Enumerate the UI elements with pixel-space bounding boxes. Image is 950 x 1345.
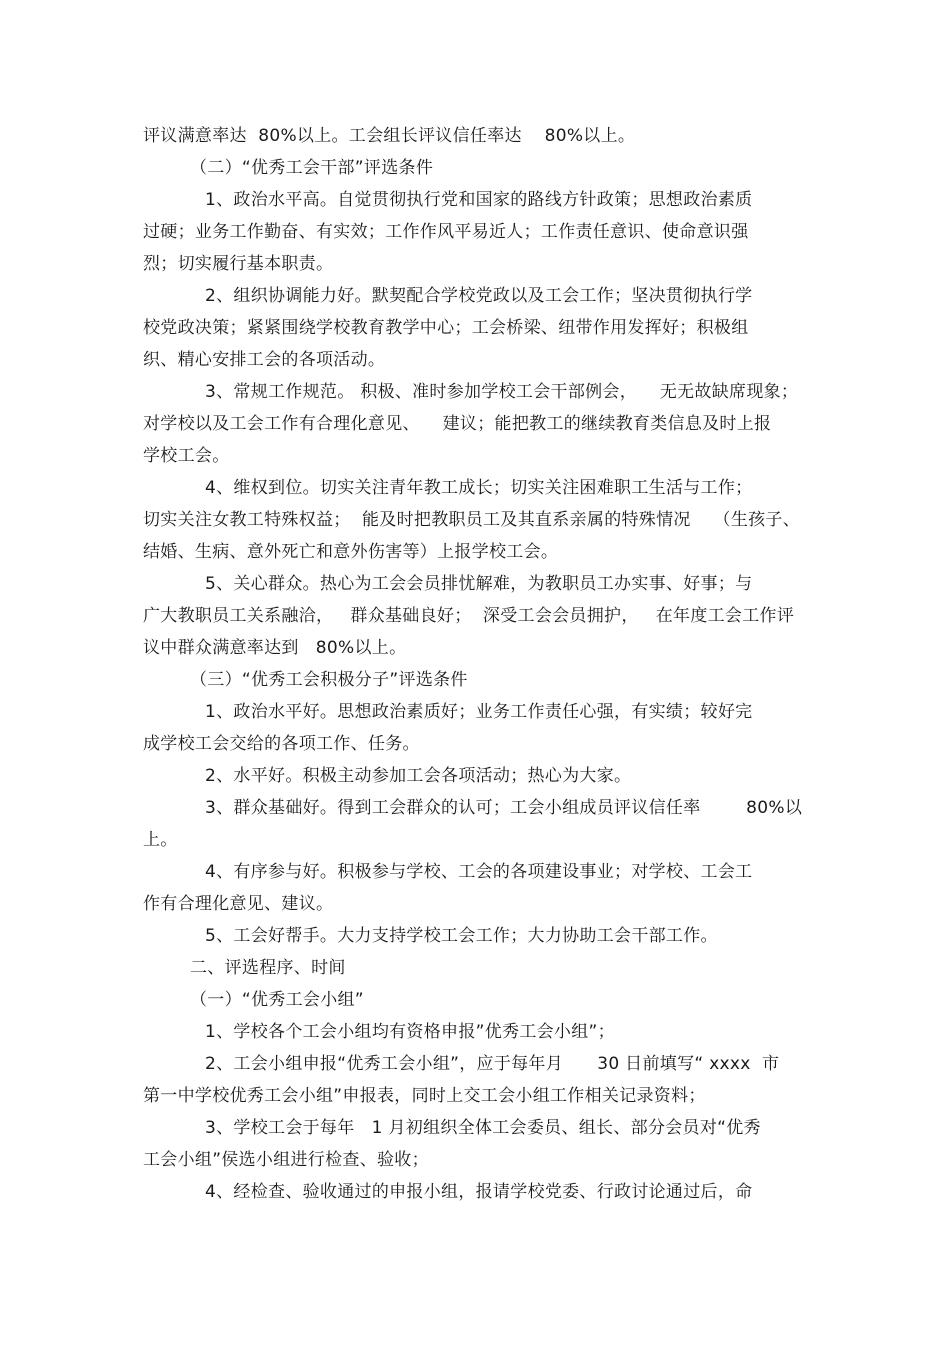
text-line: 1、政治水平高。自觉贯彻执行党和国家的路线方针政策；思想政治素质 [205, 190, 753, 210]
text-line: 2、水平好。积极主动参加工会各项活动；热心为大家。 [205, 766, 632, 786]
text-line: 织、精心安排工会的各项活动。 [143, 350, 386, 370]
text-line: 4、有序参与好。积极参与学校、工会的各项建设事业；对学校、工会工 [205, 862, 753, 882]
section-heading: （一）“优秀工会小组” [190, 990, 364, 1010]
text-line: 对学校以及工会工作有合理化意见、 建议；能把教工的继续教育类信息及时上报 [143, 414, 772, 434]
text-line: 工会小组”侯选小组进行检查、验收； [143, 1150, 429, 1170]
text-line: 过硬；业务工作勤奋、有实效；工作作风平易近人；工作责任意识、使命意识强 [143, 222, 749, 242]
text-line: 烈；切实履行基本职责。 [143, 254, 334, 274]
text-line: 评议满意率达 80%以上。工会组长评议信任率达 80%以上。 [143, 126, 636, 146]
text-line: 上。 [143, 830, 178, 850]
text-line: 作有合理化意见、建议。 [143, 894, 334, 914]
text-line: 4、经检查、验收通过的申报小组，报请学校党委、行政讨论通过后，命 [205, 1182, 753, 1202]
text-line: 结婚、生病、意外死亡和意外伤害等）上报学校工会。 [143, 542, 559, 562]
text-line: 议中群众满意率达到 80%以上。 [143, 638, 407, 658]
text-line: 1、政治水平好。思想政治素质好；业务工作责任心强，有实绩；较好完 [205, 702, 753, 722]
text-line: 2、工会小组申报“优秀工会小组”，应于每年月 30 日前填写“ xxxx 市 [205, 1054, 780, 1074]
text-line: 3、群众基础好。得到工会群众的认可；工会小组成员评议信任率 80%以 [205, 798, 803, 818]
text-line: 1、学校各个工会小组均有资格申报”优秀工会小组”； [205, 1022, 615, 1042]
text-line: 学校工会。 [143, 446, 230, 466]
text-line: 成学校工会交给的各项工作、任务。 [143, 734, 420, 754]
section-heading: （三）“优秀工会积极分子”评选条件 [190, 670, 468, 690]
text-line: 4、维权到位。切实关注青年教工成长；切实关注困难职工生活与工作； [205, 478, 753, 498]
text-line: 切实关注女教工特殊权益； 能及时把教职员工及其直系亲属的特殊情况 （生孩子、 [143, 510, 801, 530]
text-line: 3、学校工会于每年 1 月初组织全体工会委员、组长、部分会员对“优秀 [205, 1118, 761, 1138]
text-line: 5、工会好帮手。大力支持学校工会工作；大力协助工会干部工作。 [205, 926, 718, 946]
section-heading: 二、评选程序、时间 [190, 958, 346, 978]
section-heading: （二）“优秀工会干部”评选条件 [190, 158, 434, 178]
text-line: 第一中学校优秀工会小组”申报表，同时上交工会小组工作相关记录资料； [143, 1086, 706, 1106]
text-line: 3、常规工作规范。 积极、准时参加学校工会干部例会， 无无故缺席现象； [205, 382, 799, 402]
text-line: 广大教职员工关系融洽， 群众基础良好； 深受工会会员拥护， 在年度工会工作评 [143, 606, 795, 626]
text-line: 2、组织协调能力好。默契配合学校党政以及工会工作；坚决贯彻执行学 [205, 286, 753, 306]
text-line: 校党政决策；紧紧围绕学校教育教学中心；工会桥梁、纽带作用发挥好；积极组 [143, 318, 749, 338]
text-line: 5、关心群众。热心为工会会员排忧解难，为教职员工办实事、好事；与 [205, 574, 753, 594]
